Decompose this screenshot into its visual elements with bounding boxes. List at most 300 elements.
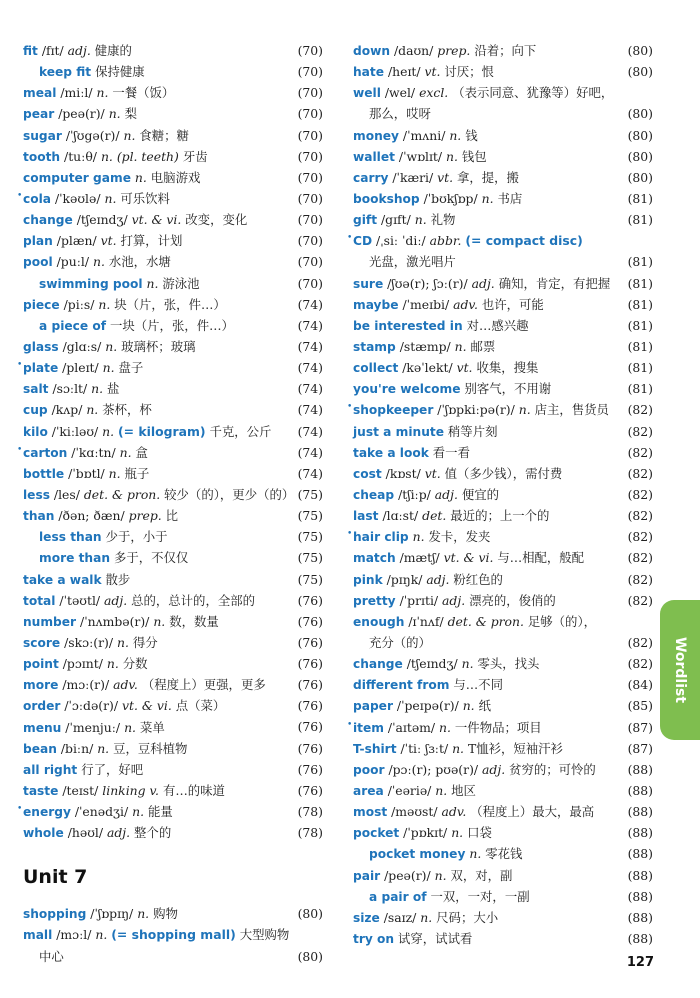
chinese-meaning: 邮票 bbox=[470, 339, 496, 354]
headword: pear bbox=[23, 107, 55, 122]
phonetic: /pɪŋk/ bbox=[386, 571, 423, 587]
page-reference: (76) bbox=[297, 634, 323, 650]
headword: point bbox=[23, 657, 59, 672]
chinese-meaning: 与…不同 bbox=[453, 677, 503, 693]
entry-line bbox=[39, 526, 323, 547]
entry-line bbox=[353, 759, 653, 780]
page-reference: (76) bbox=[297, 719, 323, 735]
page-reference: (82) bbox=[627, 423, 653, 439]
entry-line bbox=[353, 674, 653, 695]
wordlist-entry bbox=[353, 780, 653, 801]
phonetic: /lɑːst/ bbox=[382, 508, 419, 524]
wordlist-entry bbox=[353, 547, 653, 568]
page-reference: (76) bbox=[297, 592, 323, 608]
entry-line bbox=[353, 569, 653, 590]
entry-line bbox=[23, 903, 323, 924]
phonetic: /ˈmʌni/ bbox=[402, 127, 446, 143]
headword: total bbox=[23, 593, 56, 608]
wordlist-entry bbox=[353, 759, 653, 780]
phonetic: /ˈtiː ʃɜːt/ bbox=[400, 740, 449, 756]
chinese-meaning: 稍等片刻 bbox=[447, 423, 498, 439]
phonetic: /ˈwɒlɪt/ bbox=[398, 148, 443, 164]
chinese-meaning: 保持健康 bbox=[95, 64, 145, 80]
headword: energy bbox=[23, 805, 71, 820]
chinese-meaning: 对…感兴趣 bbox=[466, 317, 529, 333]
wordlist-entry bbox=[353, 695, 653, 716]
chinese-meaning: 足够（的）， bbox=[527, 613, 597, 629]
headword: piece bbox=[23, 297, 60, 312]
entry-line bbox=[353, 421, 653, 442]
part-of-speech: n. bbox=[123, 127, 136, 143]
entry-line bbox=[23, 924, 323, 945]
page-reference: (76) bbox=[297, 698, 323, 714]
page-reference: (82) bbox=[627, 402, 653, 418]
wordlist-entry bbox=[23, 590, 323, 611]
chinese-meaning: 改变，变化 bbox=[185, 212, 248, 228]
chinese-meaning: 便宜的 bbox=[461, 486, 500, 502]
part-of-speech: det. & pron. bbox=[447, 613, 524, 629]
wordlist-entry bbox=[347, 717, 653, 738]
wordlist-entry bbox=[23, 717, 323, 738]
page-reference: (81) bbox=[627, 360, 653, 376]
page-reference: (74) bbox=[297, 338, 323, 354]
phonetic: /kəˈlekt/ bbox=[402, 360, 453, 376]
wordlist-entry bbox=[353, 146, 653, 167]
entry-line bbox=[353, 442, 653, 463]
chinese-meaning: 一块（片，张，件…） bbox=[110, 317, 234, 333]
star-icon: • bbox=[17, 360, 23, 371]
wordlist-entry bbox=[23, 82, 323, 103]
entry-line-continued bbox=[353, 103, 653, 124]
entry-line bbox=[23, 82, 323, 103]
chinese-meaning: 钱包 bbox=[461, 148, 487, 164]
phonetic: /puːl/ bbox=[56, 254, 90, 270]
chinese-meaning: 最近的；上一个的 bbox=[450, 508, 550, 524]
entry-line bbox=[23, 399, 323, 420]
headword: plate bbox=[23, 361, 59, 376]
page-reference: (84) bbox=[627, 677, 653, 693]
headword: keep fit bbox=[39, 65, 92, 80]
phonetic: /ˈtəʊtl/ bbox=[59, 592, 101, 608]
phonetic: /daʊn/ bbox=[394, 43, 434, 58]
page-reference: (81) bbox=[627, 296, 653, 312]
headword: try on bbox=[353, 931, 395, 946]
headword: bookshop bbox=[353, 192, 420, 206]
chinese-meaning: 盒 bbox=[135, 444, 148, 460]
part-of-speech: n. bbox=[462, 698, 475, 714]
chinese-meaning: 有…的味道 bbox=[162, 782, 225, 798]
entry-line bbox=[353, 336, 653, 357]
wordlist-entry bbox=[23, 103, 323, 124]
plural-note: (pl. teeth) bbox=[116, 148, 179, 164]
chinese-meaning: 千克，公斤 bbox=[209, 423, 272, 439]
page-reference: (76) bbox=[297, 656, 323, 672]
wordlist-entry bbox=[17, 188, 323, 209]
chinese-meaning: 梨 bbox=[124, 106, 137, 122]
phonetic: /wel/ bbox=[384, 85, 416, 101]
chinese-meaning: 分数 bbox=[122, 656, 148, 672]
phonetic: /ˈpeɪpə(r)/ bbox=[396, 698, 459, 714]
chinese-meaning: 牙齿 bbox=[182, 148, 208, 164]
wordlist-entry bbox=[353, 590, 653, 611]
headword: maybe bbox=[353, 297, 399, 312]
entry-line bbox=[23, 590, 323, 611]
phonetic: /sɔːlt/ bbox=[52, 381, 88, 397]
wordlist-entry bbox=[353, 822, 653, 843]
phonetic: /miːl/ bbox=[60, 85, 93, 101]
part-of-speech: adv. bbox=[453, 296, 478, 312]
page-reference: (75) bbox=[297, 508, 323, 524]
page-reference: (78) bbox=[297, 825, 323, 841]
headword: pool bbox=[23, 255, 53, 270]
entry-line bbox=[347, 230, 653, 251]
page-reference: (82) bbox=[627, 486, 653, 502]
wordlist-entry bbox=[23, 146, 323, 167]
page-reference: (70) bbox=[297, 212, 323, 228]
chinese-meaning: 总的，总计的，全部的 bbox=[131, 592, 256, 608]
page-reference: (70) bbox=[297, 42, 323, 58]
headword: just a minute bbox=[353, 424, 444, 439]
wordlist-entry bbox=[353, 442, 653, 463]
wordlist-entry bbox=[23, 209, 323, 230]
entry-line bbox=[17, 188, 323, 209]
wordlist-entry bbox=[23, 463, 323, 484]
headword: all right bbox=[23, 762, 78, 777]
entry-line bbox=[23, 505, 323, 526]
wordlist-side-tab[interactable] bbox=[660, 600, 700, 740]
part-of-speech: n. bbox=[449, 127, 462, 143]
wordlist-entry bbox=[353, 907, 653, 928]
wordlist-entry bbox=[353, 738, 653, 759]
headword: collect bbox=[353, 361, 399, 376]
entry-line bbox=[23, 822, 323, 843]
page-reference: (76) bbox=[297, 761, 323, 777]
headword: salt bbox=[23, 382, 49, 397]
page-reference: (70) bbox=[297, 233, 323, 249]
page-reference: (82) bbox=[627, 444, 653, 460]
page-reference: (70) bbox=[297, 106, 323, 122]
chinese-meaning: 豆，豆科植物 bbox=[113, 740, 188, 756]
page-reference: (88) bbox=[627, 888, 653, 904]
page-reference: (70) bbox=[297, 148, 323, 164]
chinese-meaning: 购物 bbox=[153, 906, 178, 922]
chinese-meaning: 粉红色的 bbox=[453, 571, 503, 587]
phonetic: /ˈkiːləʊ/ bbox=[51, 423, 99, 439]
equivalent: (= compact disc) bbox=[465, 233, 583, 249]
wordlist-entry bbox=[23, 230, 323, 251]
chinese-meaning: 盘子 bbox=[118, 360, 144, 376]
chinese-meaning: （程度上）更强，更多 bbox=[141, 677, 266, 693]
part-of-speech: prep. bbox=[437, 43, 471, 58]
entry-line bbox=[23, 569, 323, 590]
part-of-speech: n. bbox=[461, 656, 474, 672]
page-reference: (87) bbox=[627, 719, 653, 735]
entry-line bbox=[23, 717, 323, 738]
part-of-speech: n. bbox=[98, 296, 111, 312]
part-of-speech: prep. bbox=[128, 508, 162, 524]
headword: less bbox=[23, 487, 50, 502]
part-of-speech: n. bbox=[86, 402, 99, 418]
entry-line bbox=[353, 928, 653, 949]
star-icon: • bbox=[17, 190, 23, 201]
chinese-meaning: 大型购物 bbox=[239, 927, 290, 943]
wordlist-left-column bbox=[17, 40, 323, 967]
page-reference: (74) bbox=[297, 381, 323, 397]
page-reference: (70) bbox=[297, 275, 323, 291]
part-of-speech: n. bbox=[108, 106, 121, 122]
headword: last bbox=[353, 509, 379, 524]
chinese-meaning: 整个的 bbox=[134, 825, 172, 841]
page-reference: (85) bbox=[627, 698, 653, 714]
chinese-meaning: 与…相配，般配 bbox=[497, 550, 585, 566]
chinese-meaning: 漂亮的，俊俏的 bbox=[469, 592, 556, 608]
entry-line bbox=[353, 294, 653, 315]
page-reference: (80) bbox=[297, 906, 323, 922]
chinese-meaning-continued: 那么，哎呀 bbox=[369, 106, 431, 122]
headword: shopkeeper bbox=[353, 403, 434, 418]
chinese-meaning: 看一看 bbox=[432, 444, 470, 460]
wordlist-entry bbox=[353, 886, 653, 907]
part-of-speech: n. bbox=[108, 465, 121, 481]
wordlist-entry bbox=[23, 903, 323, 924]
entry-line bbox=[353, 801, 653, 822]
wordlist-entry bbox=[23, 505, 323, 526]
entry-line bbox=[369, 843, 653, 864]
chinese-meaning: 块（片，张，件…） bbox=[114, 296, 226, 312]
part-of-speech: n. bbox=[106, 656, 119, 672]
entry-line bbox=[23, 336, 323, 357]
page-reference: (80) bbox=[297, 948, 323, 964]
page-reference: (70) bbox=[297, 254, 323, 270]
headword: take a walk bbox=[23, 572, 102, 587]
entry-line bbox=[353, 315, 653, 336]
headword: whole bbox=[23, 826, 64, 841]
part-of-speech: n. bbox=[95, 927, 108, 943]
headword: well bbox=[353, 86, 381, 101]
entry-line bbox=[23, 611, 323, 632]
entry-line bbox=[353, 357, 653, 378]
wordlist-entry bbox=[353, 843, 653, 864]
entry-line bbox=[353, 907, 653, 928]
entry-line-continued bbox=[353, 632, 653, 653]
part-of-speech: n. bbox=[134, 169, 147, 185]
part-of-speech: det. & pron. bbox=[83, 486, 161, 502]
chinese-meaning: 钱 bbox=[465, 127, 478, 143]
entry-line bbox=[353, 547, 653, 568]
headword: mall bbox=[23, 928, 53, 943]
page-reference: (81) bbox=[627, 317, 653, 333]
phonetic: /ˈnʌmbə(r)/ bbox=[80, 613, 150, 629]
part-of-speech: excl. bbox=[419, 85, 449, 101]
entry-line bbox=[23, 738, 323, 759]
chinese-meaning: 盐 bbox=[107, 381, 120, 397]
page-reference: (82) bbox=[627, 634, 653, 650]
chinese-meaning: 零花钱 bbox=[485, 846, 523, 862]
headword: cola bbox=[23, 191, 51, 206]
headword: enough bbox=[353, 614, 405, 629]
page-reference: (70) bbox=[297, 127, 323, 143]
entry-list-left bbox=[17, 40, 323, 843]
chinese-meaning: 讨厌；恨 bbox=[444, 64, 494, 80]
page-reference: (74) bbox=[297, 465, 323, 481]
headword: stamp bbox=[353, 340, 396, 354]
part-of-speech: linking v. bbox=[102, 782, 159, 798]
entry-line bbox=[23, 378, 323, 399]
entry-line bbox=[23, 484, 323, 505]
page-reference: (82) bbox=[627, 571, 653, 587]
entry-line bbox=[39, 547, 323, 568]
page-reference: (74) bbox=[297, 296, 323, 312]
page-reference: (80) bbox=[627, 148, 653, 164]
wordlist-entry bbox=[353, 294, 653, 315]
headword: fit bbox=[23, 44, 38, 58]
headword: different from bbox=[353, 678, 450, 693]
page-reference: (70) bbox=[297, 190, 323, 206]
part-of-speech: n. bbox=[105, 338, 118, 354]
chinese-meaning: 拿，提，搬 bbox=[457, 169, 519, 185]
entry-line bbox=[353, 378, 653, 399]
part-of-speech: n. bbox=[92, 254, 105, 270]
wordlist-entry bbox=[353, 611, 653, 653]
page-reference: (81) bbox=[627, 338, 653, 354]
entry-line bbox=[23, 230, 323, 251]
chinese-meaning: 尺码；大小 bbox=[436, 909, 499, 925]
entry-list-right bbox=[347, 40, 653, 949]
entry-line bbox=[347, 526, 653, 547]
wordlist-entry bbox=[23, 738, 323, 759]
headword: taste bbox=[23, 783, 59, 798]
wordlist-entry bbox=[23, 251, 323, 272]
phonetic: /kʌp/ bbox=[51, 402, 83, 418]
wordlist-entry bbox=[353, 463, 653, 484]
entry-line bbox=[353, 209, 653, 230]
headword: you're welcome bbox=[353, 382, 461, 397]
entry-line bbox=[17, 357, 323, 378]
headword: computer game bbox=[23, 170, 131, 185]
headword: area bbox=[353, 783, 384, 798]
part-of-speech: vt. bbox=[100, 233, 117, 249]
part-of-speech: n. bbox=[452, 740, 464, 756]
chinese-meaning: 能量 bbox=[147, 804, 173, 820]
page-reference: (82) bbox=[627, 508, 653, 524]
entry-line bbox=[23, 40, 323, 61]
wordlist-entry bbox=[23, 526, 323, 547]
headword: meal bbox=[23, 86, 57, 101]
chinese-meaning: 散步 bbox=[105, 571, 131, 587]
chinese-meaning: 少于，小于 bbox=[105, 529, 168, 545]
headword: less than bbox=[39, 530, 102, 545]
page-reference: (75) bbox=[297, 486, 323, 502]
page-reference: (76) bbox=[297, 782, 323, 798]
page-reference: (88) bbox=[627, 909, 653, 925]
entry-line bbox=[39, 273, 323, 294]
headword: glass bbox=[23, 339, 59, 354]
entry-line bbox=[23, 421, 323, 442]
part-of-speech: adj. bbox=[442, 592, 466, 608]
chinese-meaning: 收集，搜集 bbox=[476, 360, 539, 376]
chinese-meaning: 较少（的），更少（的） bbox=[164, 486, 295, 502]
wordlist-entry bbox=[17, 442, 323, 463]
page-reference: (82) bbox=[627, 550, 653, 566]
chinese-meaning: 一件物品；项目 bbox=[454, 719, 542, 735]
phonetic: /pleɪt/ bbox=[62, 360, 99, 376]
phonetic: /həʊl/ bbox=[67, 825, 104, 841]
chinese-meaning: 一餐（饭） bbox=[112, 85, 175, 101]
wordlist-entry bbox=[353, 378, 653, 399]
phonetic: /tʃeɪndʒ/ bbox=[406, 656, 458, 672]
wordlist-entry bbox=[353, 82, 653, 124]
chinese-meaning-continued: 光盘，激光唱片 bbox=[369, 254, 456, 270]
part-of-speech: adj. bbox=[434, 486, 458, 502]
wordlist-entry bbox=[353, 61, 653, 82]
star-icon: • bbox=[347, 529, 353, 540]
page-reference: (88) bbox=[627, 761, 653, 777]
part-of-speech: n. bbox=[137, 906, 150, 922]
part-of-speech: vt. bbox=[424, 465, 441, 481]
phonetic: /glɑːs/ bbox=[62, 338, 102, 354]
wordlist-entry bbox=[353, 801, 653, 822]
headword: bean bbox=[23, 741, 57, 756]
headword: pink bbox=[353, 572, 383, 587]
phonetic: /ˈkəʊlə/ bbox=[54, 190, 101, 206]
headword: sugar bbox=[23, 128, 62, 143]
phonetic: /ˈeəriə/ bbox=[387, 782, 432, 798]
page-reference: (81) bbox=[627, 190, 653, 206]
wordlist-entry bbox=[23, 40, 323, 61]
headword: cup bbox=[23, 403, 48, 418]
entry-line bbox=[23, 167, 323, 188]
entry-line bbox=[23, 209, 323, 230]
chinese-meaning: 零头，找头 bbox=[477, 656, 540, 672]
phonetic: /ˈprɪti/ bbox=[399, 592, 439, 608]
chinese-meaning: 健康的 bbox=[94, 43, 132, 58]
wordlist-entry bbox=[23, 421, 323, 442]
entry-line bbox=[23, 125, 323, 146]
part-of-speech: n. bbox=[434, 867, 447, 883]
part-of-speech: n. bbox=[420, 909, 433, 925]
part-of-speech: det. bbox=[422, 508, 447, 524]
entry-line bbox=[353, 188, 653, 209]
chinese-meaning: 可乐饮料 bbox=[120, 190, 170, 206]
page-reference: (88) bbox=[627, 930, 653, 946]
page-reference: (70) bbox=[297, 169, 323, 185]
page-reference: (75) bbox=[297, 550, 323, 566]
phonetic: /les/ bbox=[53, 486, 80, 502]
headword: T-shirt bbox=[353, 741, 397, 756]
headword: score bbox=[23, 635, 61, 650]
headword: be interested in bbox=[353, 318, 463, 333]
wordlist-entry bbox=[23, 759, 323, 780]
phonetic: /ˌsiː ˈdiː/ bbox=[376, 233, 426, 249]
page-reference: (74) bbox=[297, 444, 323, 460]
entry-line bbox=[353, 738, 653, 759]
entry-line bbox=[23, 146, 323, 167]
chinese-meaning: 别客气，不用谢 bbox=[464, 381, 552, 397]
entry-line bbox=[353, 484, 653, 505]
star-icon: • bbox=[347, 233, 353, 244]
wordlist-entry bbox=[23, 484, 323, 505]
entry-line bbox=[353, 590, 653, 611]
phonetic: /ˈpɒkɪt/ bbox=[403, 825, 448, 841]
wordlist-entry bbox=[17, 357, 323, 378]
part-of-speech: n. bbox=[439, 719, 451, 735]
headword: bottle bbox=[23, 466, 65, 481]
page-reference: (74) bbox=[297, 423, 323, 439]
phonetic: /ˈmeɪbi/ bbox=[402, 296, 450, 312]
entry-line bbox=[23, 251, 323, 272]
wordlist-entry bbox=[23, 547, 323, 568]
part-of-speech: n. bbox=[91, 381, 104, 397]
